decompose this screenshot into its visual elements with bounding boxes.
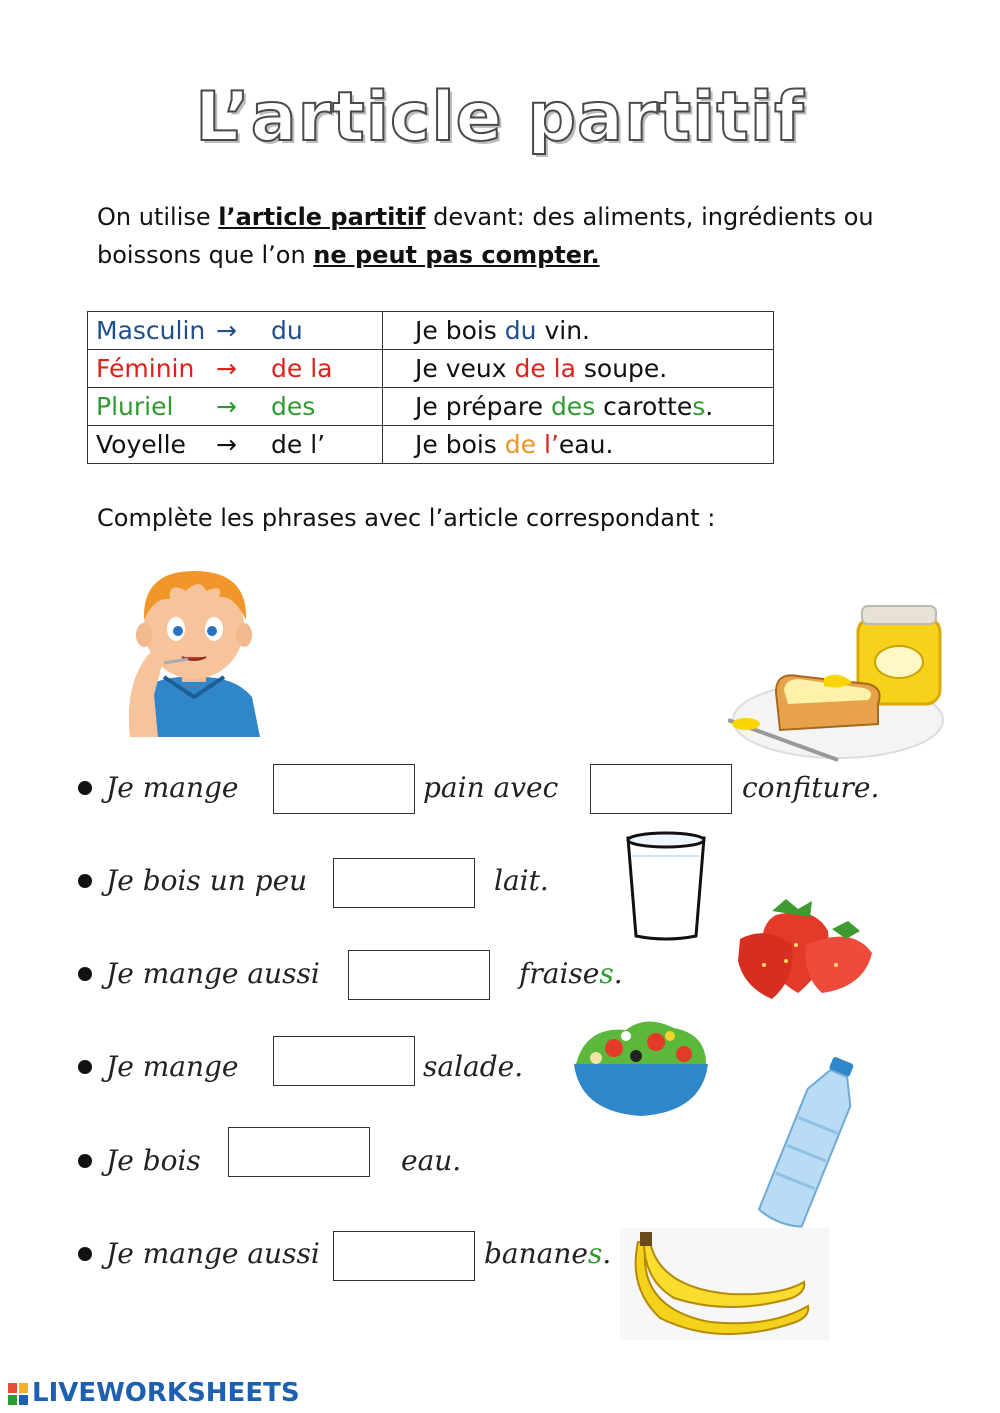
bullet <box>78 1247 92 1261</box>
bullet <box>78 1154 92 1168</box>
water-bottle-icon <box>752 1054 870 1230</box>
table-row: Féminin → de la Je veux de la soupe. <box>88 350 774 388</box>
sentence-1-middle: pain avec <box>423 771 559 804</box>
intro-bold-1: l’article partitif <box>218 203 426 231</box>
answer-field-4[interactable] <box>273 1036 415 1086</box>
intro-bold-2: ne peut pas compter. <box>313 241 600 269</box>
intro-text: On utilise l’article partitif devant: des aliments, ingrédients ou boissons que l’on ne peut pas compter. <box>97 203 874 269</box>
sentence-2-end: lait. <box>494 864 549 897</box>
sentence-1-end: confiture. <box>742 771 880 804</box>
page-title: L’article partitif <box>195 78 805 157</box>
bullet <box>78 1060 92 1074</box>
sentence-4-end: salade. <box>423 1050 524 1083</box>
milk-glass-icon <box>624 830 708 942</box>
sentence-1-start: Je mange <box>106 771 239 804</box>
answer-field-1a[interactable] <box>273 764 415 814</box>
liveworksheets-logo-icon <box>8 1383 28 1405</box>
bullet <box>78 967 92 981</box>
sentence-3-end: fraises. <box>519 957 623 990</box>
sentence-2-start: Je bois un peu <box>106 864 308 897</box>
strawberries-icon <box>736 895 876 1005</box>
sentence-4-start: Je mange <box>106 1050 239 1083</box>
rules-table <box>87 311 774 464</box>
sentence-3-start: Je mange aussi <box>106 957 320 990</box>
toast-jam-icon <box>728 600 948 765</box>
answer-field-3[interactable] <box>348 950 490 1000</box>
answer-field-2[interactable] <box>333 858 475 908</box>
bananas-icon <box>620 1228 830 1340</box>
table-row: Masculin → du Je bois du vin. <box>88 312 774 350</box>
sentence-6-end: bananes. <box>484 1237 612 1270</box>
bullet <box>78 781 92 795</box>
answer-field-1b[interactable] <box>590 764 732 814</box>
table-row: Voyelle → de l’ Je bois de l’eau. <box>88 426 774 464</box>
sentence-5-end: eau. <box>401 1144 462 1177</box>
sentence-6-start: Je mange aussi <box>106 1237 320 1270</box>
salad-bowl-icon <box>566 1012 716 1118</box>
boy-eating-icon <box>124 565 264 737</box>
sentence-5-start: Je bois <box>106 1144 201 1177</box>
table-row: Pluriel → des Je prépare des carottes. <box>88 388 774 426</box>
answer-field-6[interactable] <box>333 1231 475 1281</box>
instruction: Complète les phrases avec l’article correspondant : <box>97 504 716 532</box>
answer-field-5[interactable] <box>228 1127 370 1177</box>
bullet <box>78 874 92 888</box>
footer-brand[interactable]: LIVEWORKSHEETS <box>32 1378 300 1408</box>
